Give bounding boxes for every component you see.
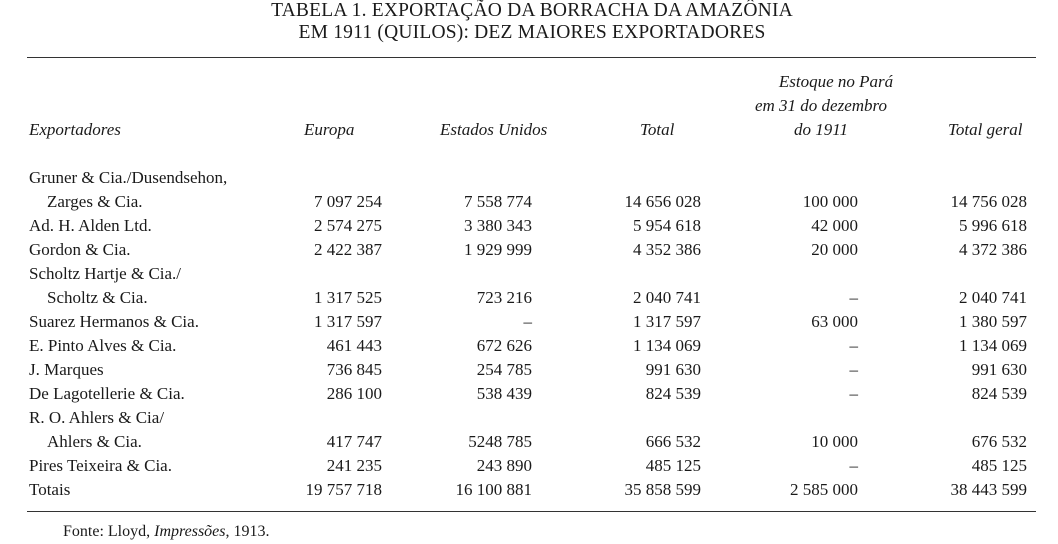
table-row — [0, 286, 1058, 310]
cell-exportador: Scholtz & Cia. — [47, 288, 148, 307]
cell-exportador: Pires Teixeira & Cia. — [29, 456, 172, 475]
header-total-geral: Total geral — [948, 120, 1023, 139]
cell-estados-unidos: 672 626 — [476, 336, 532, 355]
header-europa: Europa — [304, 120, 355, 139]
cell-total-geral: 1 380 597 — [959, 312, 1027, 331]
cell-total-geral: 4 372 386 — [959, 240, 1027, 259]
table-row — [0, 190, 1058, 214]
cell-europa: 736 845 — [326, 360, 382, 379]
cell-total-geral: 485 125 — [971, 456, 1027, 475]
table-title-line-1: TABELA 1. EXPORTAÇÃO DA BORRACHA DA AMAZÔNIA — [271, 0, 793, 21]
bottom-rule — [27, 511, 1036, 512]
cell-estoque: – — [849, 360, 858, 379]
cell-europa: 241 235 — [326, 456, 382, 475]
cell-exportador: Totais — [29, 480, 71, 499]
cell-europa: 461 443 — [326, 336, 382, 355]
cell-estoque: 10 000 — [811, 432, 858, 451]
cell-estados-unidos: – — [523, 312, 532, 331]
cell-europa: 1 317 597 — [314, 312, 382, 331]
cell-exportador: Scholtz Hartje & Cia./ — [29, 264, 182, 283]
header-estoque-line-1: Estoque no Pará — [778, 72, 894, 91]
table-row — [0, 406, 1058, 430]
cell-estados-unidos: 243 890 — [476, 456, 532, 475]
cell-total: 991 630 — [645, 360, 701, 379]
cell-estados-unidos: 723 216 — [476, 288, 532, 307]
cell-total-geral: 14 756 028 — [950, 192, 1027, 211]
source-prefix: Fonte: Lloyd, — [63, 523, 155, 540]
cell-estados-unidos: 16 100 881 — [455, 480, 532, 499]
cell-total: 485 125 — [645, 456, 701, 475]
cell-estoque: 2 585 000 — [790, 480, 858, 499]
cell-total: 666 532 — [645, 432, 701, 451]
cell-exportador: R. O. Ahlers & Cia/ — [29, 408, 165, 427]
cell-total: 5 954 618 — [633, 216, 701, 235]
cell-europa: 19 757 718 — [305, 480, 382, 499]
cell-estados-unidos: 254 785 — [476, 360, 532, 379]
cell-total: 824 539 — [645, 384, 701, 403]
cell-europa: 417 747 — [326, 432, 382, 451]
header-estoque-line-2: em 31 do dezembro — [754, 96, 888, 115]
totals-row — [0, 478, 1058, 502]
cell-europa: 286 100 — [326, 384, 382, 403]
table-row — [0, 430, 1058, 454]
cell-estados-unidos: 538 439 — [476, 384, 532, 403]
cell-estados-unidos: 1 929 999 — [464, 240, 532, 259]
cell-total-geral: 991 630 — [971, 360, 1027, 379]
cell-exportador: De Lagotellerie & Cia. — [29, 384, 185, 403]
cell-estoque: 100 000 — [802, 192, 858, 211]
cell-total: 1 134 069 — [633, 336, 701, 355]
cell-estoque: – — [849, 336, 858, 355]
source-suffix: , 1913. — [225, 523, 270, 540]
header-total: Total — [640, 120, 675, 139]
table-row — [0, 310, 1058, 334]
table-row — [0, 358, 1058, 382]
cell-total: 4 352 386 — [633, 240, 701, 259]
cell-estados-unidos: 3 380 343 — [464, 216, 532, 235]
table-row — [0, 262, 1058, 286]
cell-total-geral: 38 443 599 — [950, 480, 1027, 499]
cell-europa: 2 574 275 — [314, 216, 382, 235]
cell-estados-unidos: 5248 785 — [468, 432, 532, 451]
cell-exportador: Zarges & Cia. — [47, 192, 143, 211]
cell-exportador: Ahlers & Cia. — [47, 432, 142, 451]
cell-exportador: Gordon & Cia. — [29, 240, 131, 259]
cell-total-geral: 676 532 — [971, 432, 1027, 451]
cell-estoque: 20 000 — [811, 240, 858, 259]
source-note — [63, 520, 270, 544]
cell-exportador: Ad. H. Alden Ltd. — [29, 216, 152, 235]
table-row — [0, 238, 1058, 262]
table-row — [0, 166, 1058, 190]
cell-total-geral: 5 996 618 — [959, 216, 1027, 235]
cell-total: 1 317 597 — [633, 312, 701, 331]
cell-estoque: – — [849, 288, 858, 307]
table-row — [0, 214, 1058, 238]
cell-exportador: Gruner & Cia./Dusendsehon, — [29, 168, 228, 187]
cell-total: 14 656 028 — [624, 192, 701, 211]
header-estoque-line-3: do 1911 — [794, 120, 848, 139]
cell-exportador: Suarez Hermanos & Cia. — [29, 312, 199, 331]
cell-europa: 1 317 525 — [314, 288, 382, 307]
cell-estoque: 42 000 — [811, 216, 858, 235]
header-exportadores: Exportadores — [29, 120, 121, 139]
cell-europa: 7 097 254 — [314, 192, 382, 211]
cell-exportador: E. Pinto Alves & Cia. — [29, 336, 177, 355]
source-work-title: Impressões — [154, 523, 226, 540]
cell-total-geral: 824 539 — [971, 384, 1027, 403]
table-row — [0, 454, 1058, 478]
cell-estados-unidos: 7 558 774 — [464, 192, 532, 211]
cell-total-geral: 2 040 741 — [959, 288, 1027, 307]
table-title-line-2: EM 1911 (QUILOS): DEZ MAIORES EXPORTADORES — [298, 22, 766, 43]
table-row — [0, 382, 1058, 406]
top-rule — [27, 57, 1036, 58]
table-row — [0, 334, 1058, 358]
cell-estoque: 63 000 — [811, 312, 858, 331]
cell-exportador: J. Marques — [29, 360, 104, 379]
cell-estoque: – — [849, 384, 858, 403]
cell-total-geral: 1 134 069 — [959, 336, 1027, 355]
cell-total: 35 858 599 — [624, 480, 701, 499]
cell-europa: 2 422 387 — [314, 240, 382, 259]
header-estados-unidos: Estados Unidos — [440, 120, 548, 139]
cell-estoque: – — [849, 456, 858, 475]
cell-total: 2 040 741 — [633, 288, 701, 307]
